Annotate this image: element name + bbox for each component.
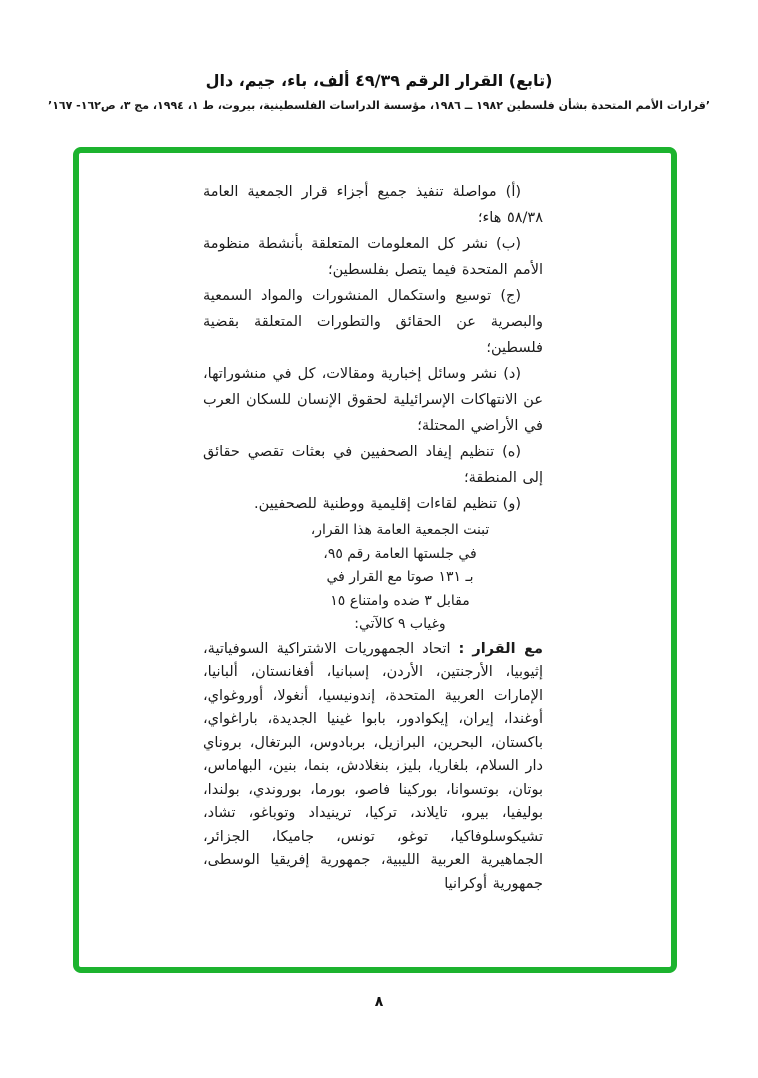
clause-text: نشر وسائل إخبارية ومقالات، كل في منشوراتها، عن الانتهاكات الإسرائيلية لحقوق الإنسان للسكان العرب في الأراضي المحتلة؛ (203, 366, 543, 434)
page-header (0, 70, 758, 114)
clause-text: تنظيم لقاءات إقليمية ووطنية للصحفيين. (254, 496, 498, 512)
clause-paragraph-h (203, 439, 543, 491)
clause-paragraph-b (203, 231, 543, 283)
clause-paragraph-a (203, 179, 543, 231)
source-citation: ’قرارات الأمم المتحدة بشأن فلسطين ١٩٨٢ ــ ١٩٨٦، مؤسسة الدراسات الفلسطينية، بيروت، ط ١، ١٩٩٤، مج ٣، ص١٦٢- ١٦٧’ (48, 99, 710, 112)
resolution-body (203, 179, 543, 896)
clause-text: نشر كل المعلومات المتعلقة بأنشطة منظومة الأمم المتحدة فيما يتصل بفلسطين؛ (203, 236, 543, 278)
clause-label: (و) (502, 496, 521, 512)
adoption-line: تبنت الجمعية العامة هذا القرار، (310, 522, 490, 538)
clause-label: (ج) (500, 288, 521, 304)
clause-label: (ب) (496, 236, 522, 252)
clause-paragraph-w (203, 491, 543, 517)
clause-text: توسيع واستكمال المنشورات والمواد السمعية والبصرية عن الحقائق والتطورات المتعلقة بقضية فلسطين؛ (203, 288, 543, 356)
resolution-border-box (73, 147, 677, 973)
clause-label: (أ) (505, 184, 521, 200)
vote-in-favour-paragraph (203, 638, 543, 897)
resolution-title: (تابع) القرار الرقم ٤٩/٣٩ ألف، باء، جيم، دال (205, 71, 553, 90)
clause-paragraph-c (203, 283, 543, 361)
adoption-line: بـ ١٣١ صوتا مع القرار في (326, 569, 474, 585)
countries-list-text: اتحاد الجمهوريات الاشتراكية السوفياتية، إثيوبيا، الأرجنتين، الأردن، إسبانيا، أفغانستان، ألبانيا، الإمارات العربية المتحدة، إندونيسيا، أنغولا، أوروغواي، أوغندا، إيران، إيكوادور، بابوا غينيا الجديدة، باراغواي، باكستان، البحرين، البرازيل، بربادوس، البرتغال، بروناي دار السلام، بلغاريا، بليز، بنغلادش، بنما، بنين، البهاماس، بوتان، بوتسوانا، بوركينا فاصو، بورما، بوروندي، بولندا، بوليفيا، بيرو، تايلاند، تركيا، ترينيداد وتوباغو، تشاد، تشيكوسلوفاكيا، توغو، تونس، جاميكا، الجزائر، الجماهيرية العربية الليبية، جمهورية إفريقيا الوسطى، جمهورية أوكرانيا (203, 640, 543, 892)
clause-text: تنظيم إيفاد الصحفيين في بعثات تقصي حقائق إلى المنطقة؛ (203, 444, 543, 486)
adoption-statement-block (281, 519, 519, 637)
adoption-line: في جلستها العامة رقم ٩٥، (323, 545, 477, 562)
clause-label: (د) (503, 366, 522, 382)
clause-text: مواصلة تنفيذ جميع أجزاء قرار الجمعية العامة ٥٨/٣٨ هاء؛ (203, 184, 543, 226)
vote-category-label: مع القرار (472, 640, 544, 657)
adoption-line: وغياب ٩ كالآتي: (354, 616, 446, 632)
page-number: ٨ (374, 994, 384, 1010)
clause-paragraph-d (203, 361, 543, 439)
clause-label: (ه) (502, 444, 522, 460)
adoption-line: مقابل ٣ ضده وامتناع ١٥ (330, 592, 470, 609)
vote-colon: : (458, 640, 465, 657)
